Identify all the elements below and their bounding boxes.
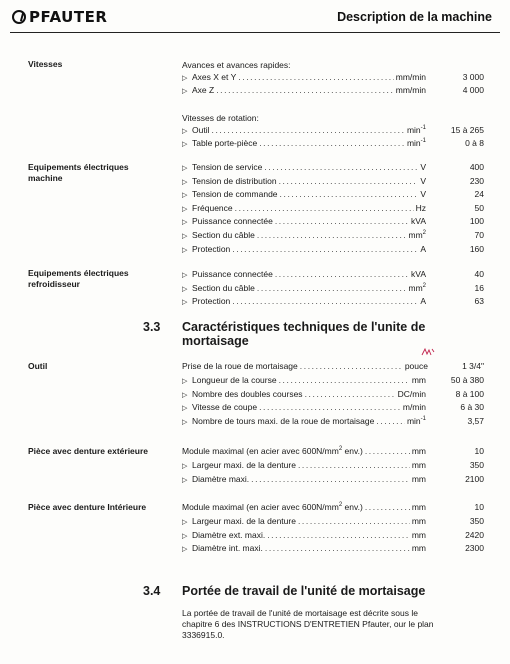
row-unit [420, 244, 426, 255]
row-value: 400 [469, 162, 484, 172]
label-equip-machine [28, 162, 178, 184]
triangle-right-outline-icon: ▷ [182, 285, 188, 293]
leader-dots [267, 530, 410, 541]
row-value: 1 3/4" [462, 361, 484, 371]
row-text: Diamètre ext. maxi. [192, 529, 266, 540]
triangle-right-outline-icon: ▷ [182, 75, 188, 82]
row-unit [412, 516, 426, 527]
row-value: 16 [474, 282, 484, 293]
row-unit: mm [411, 446, 426, 456]
leader-dots [235, 203, 414, 214]
leader-dots [264, 162, 418, 173]
triangle-right-outline-icon: ▷ [182, 378, 188, 385]
row-value: 40 [474, 269, 484, 279]
spec-row [182, 269, 484, 280]
row-unit [420, 189, 426, 200]
row-text: Protection [192, 243, 231, 254]
row-value: 2420 [465, 529, 484, 540]
row-text-before: Module maximal (en acier avec 600N/mm [182, 446, 339, 456]
triangle-right-outline-icon: ▷ [182, 88, 188, 95]
spec-row [182, 230, 484, 241]
row-unit [412, 530, 426, 541]
row-unit-base: mm [408, 230, 423, 240]
leader-dots [376, 416, 405, 427]
row-unit-base: V [420, 175, 426, 186]
label-equip-machine-line1: Equipements électriques [28, 162, 129, 172]
triangle-right-outline-icon: ▷ [182, 405, 188, 413]
leader-dots [365, 446, 410, 457]
row-text-after: env.) [342, 446, 363, 456]
row-text [182, 446, 363, 457]
triangle-right-outline-icon: ▷ [182, 219, 188, 227]
spec-row [182, 216, 484, 227]
triangle-right-outline-icon: ▷ [182, 532, 188, 540]
row-text-before: Module maximal (en acier avec 600N/mm [182, 502, 339, 512]
subhead-rotation: Vitesses de rotation: [182, 113, 259, 123]
paragraph-line2: chapitre 6 des INSTRUCTIONS D'ENTRETIEN Pfauter, our le plan [182, 619, 434, 629]
triangle-right-outline-icon: ▷ [182, 192, 188, 200]
leader-dots [211, 125, 404, 136]
row-value: 70 [474, 230, 484, 240]
row-value: 8 à 100 [455, 388, 484, 399]
spec-row [182, 189, 484, 200]
row-value: 4 000 [462, 85, 484, 95]
row-text: Fréquence [192, 202, 233, 213]
row-value: 10 [474, 446, 484, 456]
spec-row [182, 138, 484, 149]
row-unit [412, 460, 426, 471]
row-unit-sup: 2 [422, 282, 426, 289]
row-value: 50 [474, 202, 484, 213]
row-unit-base: mm [411, 375, 426, 385]
row-unit [420, 176, 426, 187]
spec-row [182, 389, 484, 400]
row-unit-base: min [406, 416, 421, 427]
row-text: Tension de commande [192, 189, 278, 200]
spec-row [182, 296, 484, 307]
row-value: 3 000 [462, 72, 484, 82]
leader-dots [259, 138, 405, 149]
label-vitesses: Vitesses [28, 59, 63, 69]
row-value: 230 [469, 175, 484, 186]
row-value: 2100 [465, 473, 484, 484]
row-text [182, 502, 363, 513]
row-unit-base: m/min [402, 402, 426, 413]
triangle-right-outline-icon: ▷ [182, 546, 188, 554]
spec-row [182, 402, 484, 413]
section-3-3-title [182, 320, 482, 348]
row-value: 160 [469, 243, 484, 254]
row-text: Axes X et Y [192, 72, 237, 82]
triangle-right-outline-icon: ▷ [182, 246, 188, 254]
leader-dots [257, 230, 407, 241]
leader-dots [238, 72, 394, 83]
section-3-4-number: 3.4 [143, 584, 161, 598]
row-unit [412, 474, 426, 485]
row-unit-base: mm [408, 282, 423, 293]
row-value: 10 [474, 502, 484, 512]
row-value: 0 à 8 [465, 138, 484, 148]
row-unit [412, 375, 426, 386]
row-text: Longueur de la course [192, 375, 277, 385]
section-3-4-title: Portée de travail de l'unité de mortaisage [182, 584, 426, 598]
triangle-right-outline-icon: ▷ [182, 391, 188, 399]
row-value: 24 [474, 189, 484, 200]
row-text: Section du câble [192, 282, 255, 293]
triangle-right-outline-icon: ▷ [182, 519, 188, 526]
row-value: 3,57 [467, 416, 484, 427]
leader-dots [280, 189, 419, 200]
label-equip-machine-line2: machine [28, 173, 63, 183]
leader-dots [279, 375, 410, 386]
row-value: 15 à 265 [450, 125, 484, 135]
row-unit [420, 162, 426, 173]
label-equip-refroid-line2: refroidisseur [28, 279, 80, 289]
row-unit-base: mm [411, 460, 426, 470]
row-text: Vitesse de coupe [192, 402, 258, 413]
row-unit [403, 402, 426, 413]
leader-dots [232, 244, 418, 255]
row-unit [408, 230, 426, 241]
row-unit-base: V [420, 189, 426, 200]
triangle-right-outline-icon: ▷ [182, 463, 188, 470]
row-text: Puissance connectée [192, 269, 273, 279]
row-value: 63 [474, 296, 484, 307]
paragraph-line1: La portée de travail de l'unité de mortaisage est décrite sous le [182, 608, 418, 618]
row-unit-base: kVA [411, 269, 426, 279]
row-unit-sup: -1 [420, 416, 426, 423]
section-3-4-paragraph [182, 608, 482, 641]
triangle-right-outline-icon: ▷ [182, 272, 188, 279]
leader-dots [300, 361, 403, 372]
leader-dots [279, 176, 419, 187]
row-value: 350 [469, 460, 484, 470]
row-unit-base: mm [411, 543, 426, 554]
row-text-sup: 2 [338, 446, 343, 453]
row-unit-base: Hz [415, 202, 426, 213]
row-unit: pouce [404, 361, 428, 371]
row-value: 2300 [465, 543, 484, 554]
section-3-3-number: 3.3 [143, 320, 161, 334]
row-unit [396, 72, 426, 83]
row-unit-base: V [420, 162, 426, 172]
leader-dots [216, 85, 394, 96]
spec-row [182, 543, 484, 554]
spec-row [182, 416, 484, 427]
subhead-avances: Avances et avances rapides: [182, 60, 291, 70]
label-piece-ext: Pièce avec denture extérieure [28, 446, 149, 456]
paragraph-line3: 3336915.0. [182, 630, 225, 640]
row-text: Diamètre maxi. [192, 473, 250, 484]
row-unit-base: min [406, 138, 421, 148]
row-text: Protection [192, 296, 231, 307]
triangle-right-outline-icon: ▷ [182, 165, 188, 172]
row-unit-base: min [406, 125, 421, 135]
row-unit-base: mm [411, 529, 426, 540]
leader-dots [232, 296, 418, 307]
row-text-sup: 2 [338, 502, 343, 509]
spec-row [182, 125, 484, 136]
spec-row [182, 516, 484, 527]
row-unit-base: mm/min [395, 72, 426, 82]
label-piece-int: Pièce avec denture Intérieure [28, 502, 147, 512]
label-equip-refroid-line1: Equipements électriques [28, 268, 129, 278]
triangle-right-outline-icon: ▷ [182, 299, 188, 307]
leader-dots [257, 283, 407, 294]
row-unit [416, 203, 426, 214]
section-3-3-title-line2: mortaisage [182, 334, 249, 348]
spec-row [182, 176, 484, 187]
row-text: Nombre de tours maxi. de la roue de mortaisage [192, 416, 375, 427]
pen-annotation-mark [421, 347, 435, 357]
row-value: 50 à 380 [450, 375, 484, 385]
spec-row [182, 474, 484, 485]
page-header-title: Description de la machine [337, 10, 492, 24]
leader-dots [298, 460, 410, 471]
header-divider [10, 32, 500, 33]
row-unit-base: A [420, 296, 426, 307]
row-text: Section du câble [192, 230, 255, 240]
spec-row [182, 203, 484, 214]
row-unit [407, 416, 426, 427]
spec-row [182, 72, 484, 83]
row-unit [411, 269, 426, 280]
logo-text: PFAUTER [29, 8, 108, 26]
row-unit-base: kVA [411, 216, 426, 227]
triangle-right-outline-icon: ▷ [182, 233, 188, 240]
row-unit-base: mm/min [395, 85, 426, 95]
leader-dots [275, 216, 409, 227]
row-unit [412, 543, 426, 554]
row-text: Prise de la roue de mortaisage [182, 361, 298, 371]
row-unit [408, 283, 426, 294]
section-3-3-title-line1: Caractéristiques techniques de l'unite de [182, 320, 426, 334]
row-unit-base: mm [411, 473, 426, 484]
row-value: 6 à 30 [460, 402, 484, 413]
spec-row [182, 162, 484, 173]
label-equip-refroid [28, 268, 178, 290]
row-unit [407, 138, 426, 149]
triangle-right-outline-icon: ▷ [182, 205, 188, 213]
label-outil: Outil [28, 361, 48, 371]
triangle-right-outline-icon: ▷ [182, 476, 188, 484]
row-unit-sup: -1 [420, 138, 426, 145]
spec-row [182, 530, 484, 541]
triangle-right-outline-icon: ▷ [182, 178, 188, 186]
row-text: Tension de service [192, 162, 263, 172]
row-unit: mm [411, 502, 426, 512]
leader-dots [305, 389, 396, 400]
piece-ext-first-row [182, 446, 484, 457]
row-unit-sup: -1 [420, 125, 426, 132]
row-text: Axe Z [192, 85, 215, 95]
row-text-after: env.) [342, 502, 363, 512]
leader-dots [275, 269, 409, 280]
leader-dots [251, 474, 410, 485]
row-text: Largeur maxi. de la denture [192, 460, 296, 470]
row-unit [420, 296, 426, 307]
row-text: Diamètre int. maxi. [192, 543, 263, 554]
row-text: Nombre des doubles courses [192, 388, 303, 399]
pfauter-logo [12, 8, 107, 26]
row-unit [411, 216, 426, 227]
leader-dots [265, 543, 410, 554]
row-unit-base: DC/min [397, 388, 426, 399]
spec-row [182, 375, 484, 386]
triangle-right-outline-icon: ▷ [182, 419, 188, 427]
spec-row [182, 283, 484, 294]
row-unit [407, 125, 426, 136]
row-unit [398, 389, 426, 400]
triangle-right-outline-icon: ▷ [182, 141, 188, 148]
row-unit [396, 85, 426, 96]
piece-int-first-row [182, 502, 484, 513]
row-text: Tension de distribution [192, 175, 277, 186]
outil-first-row [182, 361, 484, 372]
row-text: Puissance connectée [192, 216, 273, 227]
spec-row [182, 85, 484, 96]
triangle-right-outline-icon: ▷ [182, 128, 188, 135]
row-value: 350 [469, 516, 484, 526]
row-text: Table porte-pièce [192, 138, 258, 148]
spec-row [182, 460, 484, 471]
leader-dots [365, 502, 410, 513]
row-value: 100 [469, 216, 484, 227]
pfauter-logo-icon [12, 10, 26, 24]
row-text: Outil [192, 125, 210, 135]
leader-dots [298, 516, 410, 527]
spec-row [182, 244, 484, 255]
leader-dots [259, 402, 401, 413]
row-text: Largeur maxi. de la denture [192, 516, 296, 526]
row-unit-base: A [420, 243, 426, 254]
row-unit-base: mm [411, 516, 426, 526]
row-unit-sup: 2 [422, 230, 426, 237]
